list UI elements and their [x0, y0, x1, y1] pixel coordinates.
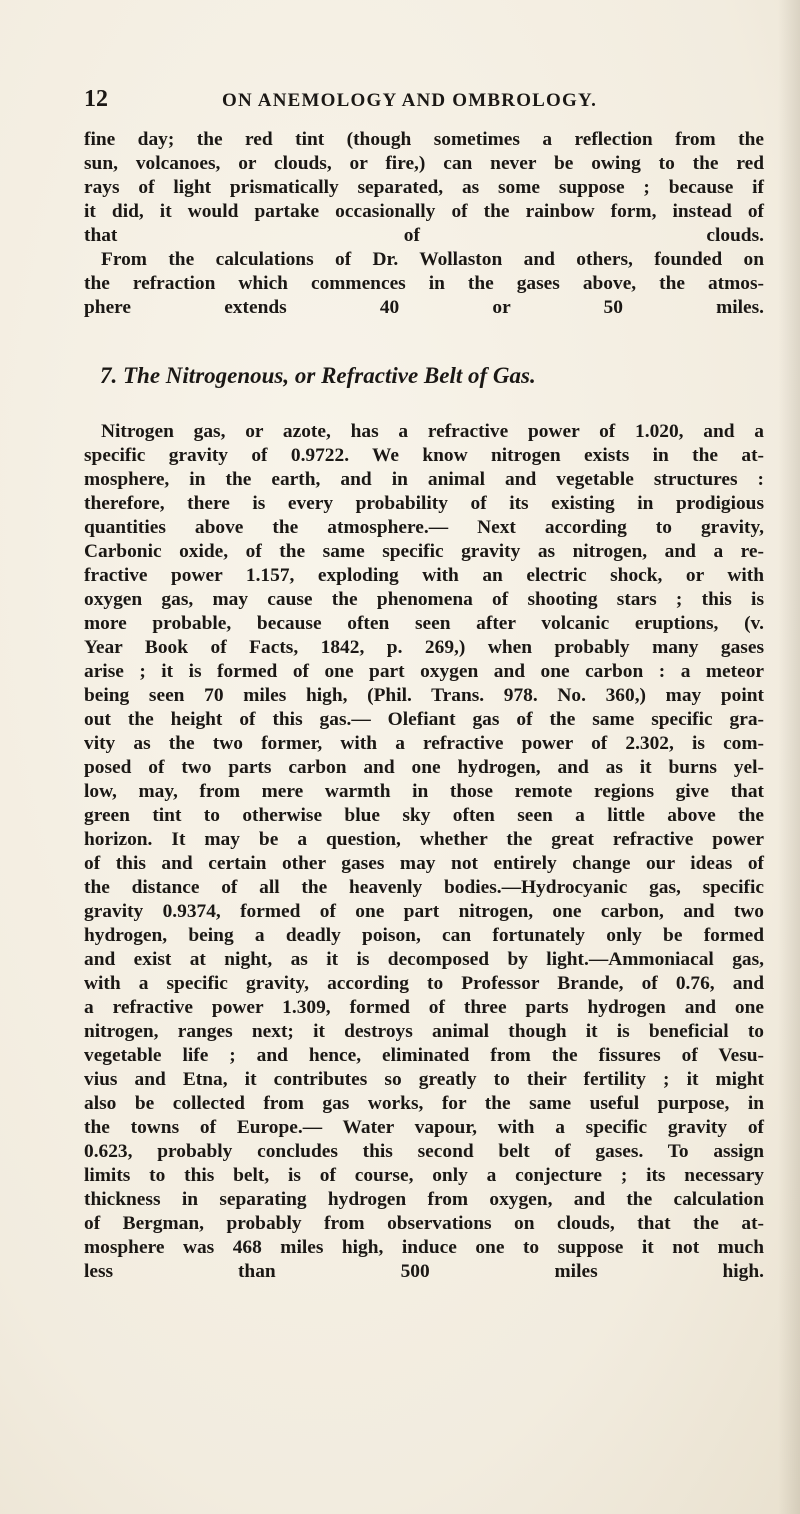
- text-line: vegetable life ; and hence, eliminated from the fissures of Vesu-: [84, 1045, 764, 1066]
- text-line: horizon. It may be a question, whether the great refractive power: [84, 829, 764, 850]
- text-line: fine day; the red tint (though sometimes a reflection from the: [84, 129, 764, 150]
- text-line: thickness in separating hydrogen from oxygen, and the calculation: [84, 1189, 764, 1210]
- text-line: of Bergman, probably from observations on clouds, that the at-: [84, 1213, 764, 1234]
- text-line: out the height of this gas.— Olefiant gas of the same specific gra-: [84, 709, 764, 730]
- text-line: oxygen gas, may cause the phenomena of shooting stars ; this is: [84, 589, 764, 610]
- text-line: specific gravity of 0.9722. We know nitrogen exists in the at-: [84, 445, 764, 466]
- intro-paragraph: [84, 128, 764, 320]
- section-heading: 7. The Nitrogenous, or Refractive Belt of Gas.: [100, 363, 536, 388]
- text-line: vius and Etna, it contributes so greatly to their fertility ; it might: [84, 1069, 764, 1090]
- text-line: that of clouds.: [84, 225, 764, 246]
- page-edge-shadow: [778, 0, 800, 1514]
- running-title: ON ANEMOLOGY AND OMBROLOGY.: [222, 90, 598, 111]
- text-line: it did, it would partake occasionally of the rainbow form, instead of: [84, 201, 764, 222]
- text-line: sun, volcanoes, or clouds, or fire,) can never be owing to the red: [84, 153, 764, 174]
- text-line: low, may, from mere warmth in those remote regions give that: [84, 781, 764, 802]
- text-line: mosphere, in the earth, and in animal and vegetable structures :: [84, 469, 764, 490]
- text-line: hydrogen, being a deadly poison, can fortunately only be formed: [84, 925, 764, 946]
- text-line: vity as the two former, with a refractive power of 2.302, is com-: [84, 733, 764, 754]
- text-line: 0.623, probably concludes this second belt of gases. To assign: [84, 1141, 764, 1162]
- text-line: green tint to otherwise blue sky often seen a little above the: [84, 805, 764, 826]
- text-line: Carbonic oxide, of the same specific gravity as nitrogen, and a re-: [84, 541, 764, 562]
- text-line: more probable, because often seen after volcanic eruptions, (v.: [84, 613, 764, 634]
- text-line: of this and certain other gases may not entirely change our ideas of: [84, 853, 764, 874]
- text-line: a refractive power 1.309, formed of three parts hydrogen and one: [84, 997, 764, 1018]
- text-line: the towns of Europe.— Water vapour, with a specific gravity of: [84, 1117, 764, 1138]
- body-paragraph: [84, 420, 764, 1284]
- text-line: Nitrogen gas, or azote, has a refractive power of 1.020, and a: [101, 421, 764, 442]
- text-line: with a specific gravity, according to Professor Brande, of 0.76, and: [84, 973, 764, 994]
- text-line: Year Book of Facts, 1842, p. 269,) when probably many gases: [84, 637, 764, 658]
- text-line: also be collected from gas works, for the same useful purpose, in: [84, 1093, 764, 1114]
- text-line: rays of light prismatically separated, as some suppose ; because if: [84, 177, 764, 198]
- running-header: [84, 86, 764, 116]
- text-line: fractive power 1.157, exploding with an electric shock, or with: [84, 565, 764, 586]
- text-line: phere extends 40 or 50 miles.: [84, 297, 764, 318]
- text-line: and exist at night, as it is decomposed by light.—Ammoniacal gas,: [84, 949, 764, 970]
- text-line: therefore, there is every probability of its existing in prodigious: [84, 493, 764, 514]
- text-line: less than 500 miles high.: [84, 1261, 764, 1282]
- text-line: the refraction which commences in the gases above, the atmos-: [84, 273, 764, 294]
- text-line: posed of two parts carbon and one hydrogen, and as it burns yel-: [84, 757, 764, 778]
- text-line: arise ; it is formed of one part oxygen and one carbon : a meteor: [84, 661, 764, 682]
- text-line: the distance of all the heavenly bodies.—Hydrocyanic gas, specific: [84, 877, 764, 898]
- text-line: mosphere was 468 miles high, induce one to suppose it not much: [84, 1237, 764, 1258]
- text-line: limits to this belt, is of course, only a conjecture ; its necessary: [84, 1165, 764, 1186]
- text-line: quantities above the atmosphere.— Next according to gravity,: [84, 517, 764, 538]
- text-line: gravity 0.9374, formed of one part nitrogen, one carbon, and two: [84, 901, 764, 922]
- page-number: 12: [84, 86, 108, 112]
- text-line: From the calculations of Dr. Wollaston and others, founded on: [101, 249, 764, 270]
- text-line: nitrogen, ranges next; it destroys animal though it is beneficial to: [84, 1021, 764, 1042]
- text-line: being seen 70 miles high, (Phil. Trans. 978. No. 360,) may point: [84, 685, 764, 706]
